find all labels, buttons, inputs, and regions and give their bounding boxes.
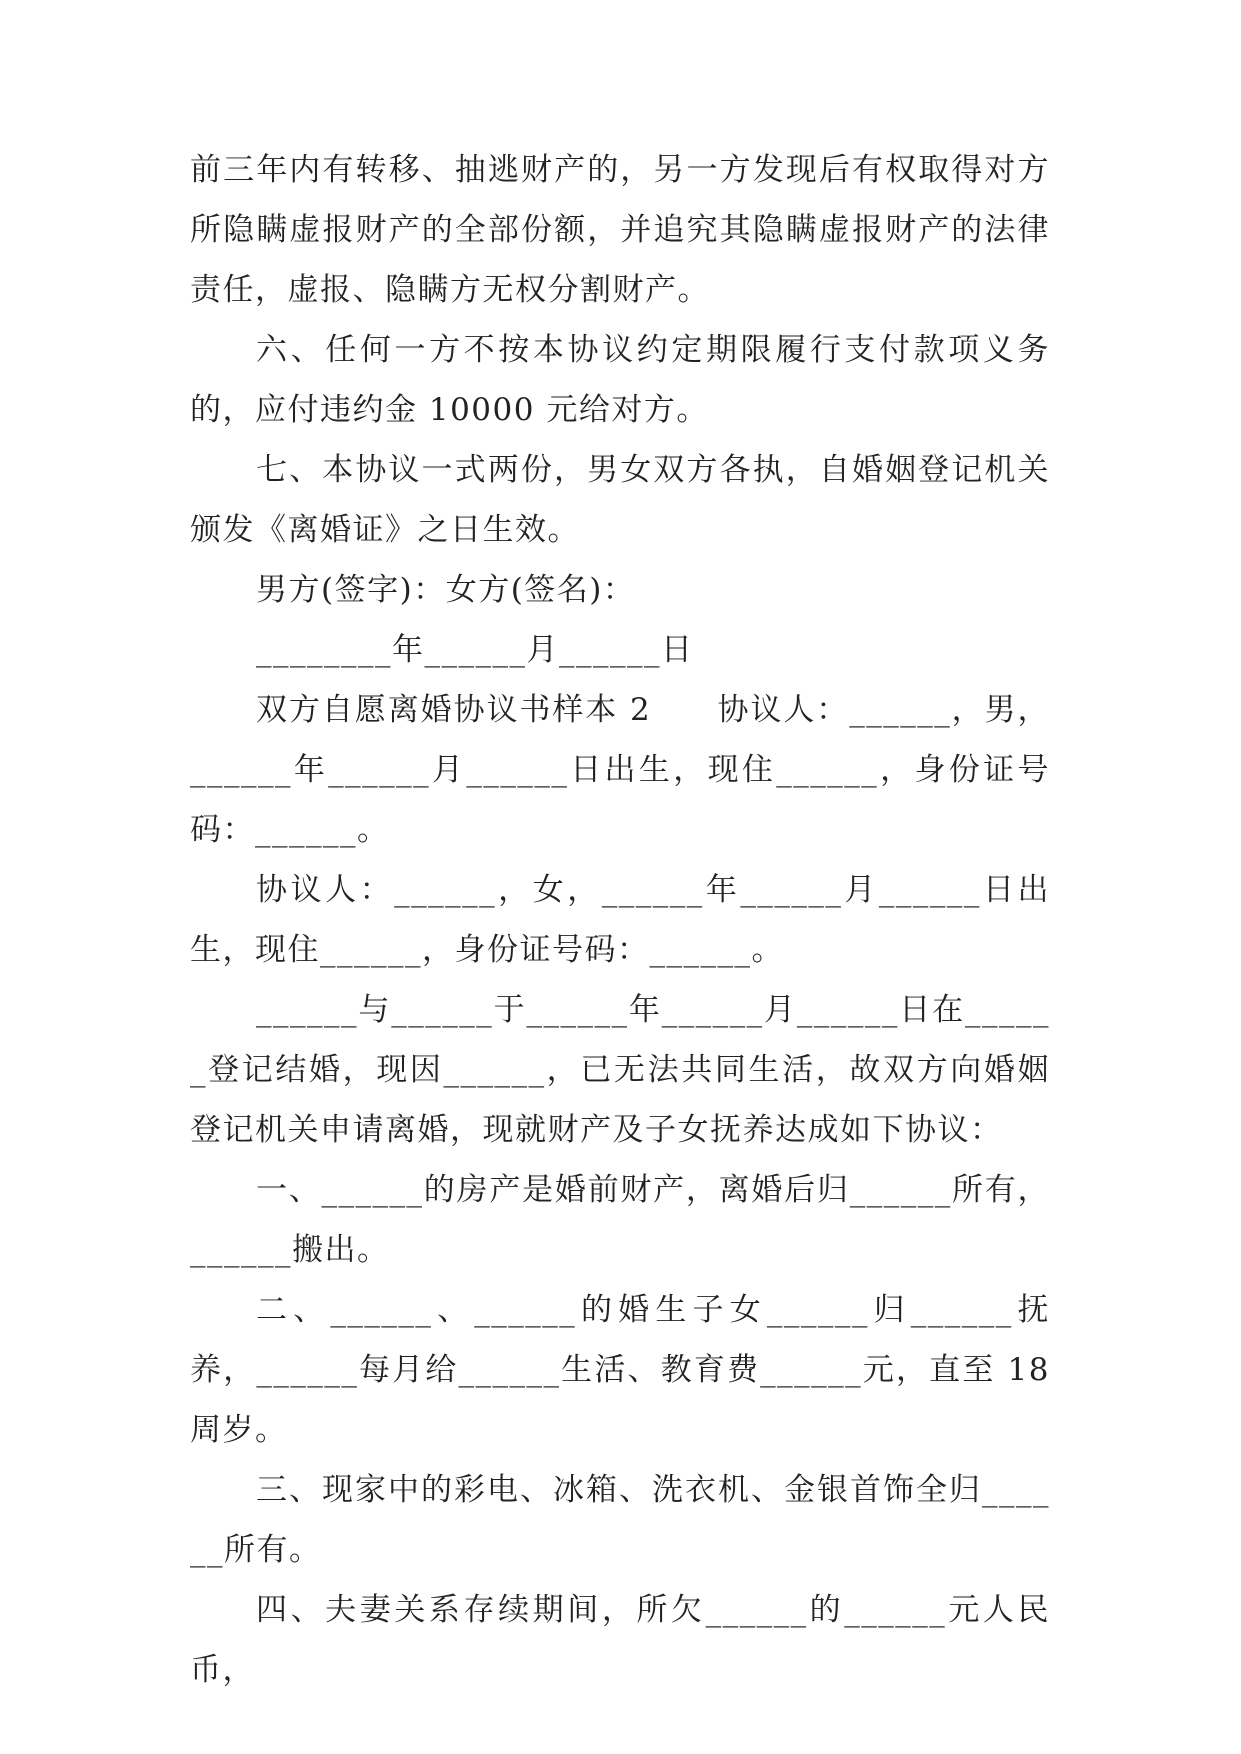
paragraph-clause-seven: 七、本协议一式两份，男女双方各执，自婚姻登记机关颁发《离婚证》之日生效。 (190, 452, 1050, 548)
paragraph-sample2-party-male: 双方自愿离婚协议书样本 2 协议人：______，男，______年______月______日出生，现住______，身份证号码：______。 (190, 692, 1050, 848)
paragraph-clause-six: 六、任何一方不按本协议约定期限履行支付款项义务的，应付违约金 10000 元给对方。 (190, 332, 1050, 428)
paragraph-marriage-registration: ______与______于______年______月______日在______登记结婚，现因______，已无法共同生活，故双方向婚姻登记机关申请离婚，现就财产及子女抚养达成如下协议： (190, 992, 1050, 1148)
paragraph-property-concealment-clause: 前三年内有转移、抽逃财产的，另一方发现后有权取得对方所隐瞒虚报财产的全部份额，并追究其隐瞒虚报财产的法律责任，虚报、隐瞒方无权分割财产。 (190, 152, 1050, 308)
document-body (190, 140, 1050, 1700)
paragraph-signatures: 男方(签字)：女方(签名)： (256, 572, 636, 608)
paragraph-party-female: 协议人：______，女，______年______月______日出生，现住______，身份证号码：______。 (190, 872, 1050, 968)
paragraph-clause-one: 一、______的房产是婚前财产，离婚后归______所有，______搬出。 (190, 1172, 1050, 1268)
paragraph-clause-three: 三、现家中的彩电、冰箱、洗衣机、金银首饰全归______所有。 (190, 1472, 1050, 1568)
paragraph-signing-date: ________年______月______日 (256, 632, 694, 668)
paragraph-clause-four: 四、夫妻关系存续期间，所欠______的______元人民币， (190, 1592, 1050, 1688)
paragraph-clause-two: 二、______、______的婚生子女______归______抚养，______每月给______生活、教育费______元，直至 18 周岁。 (190, 1292, 1050, 1448)
